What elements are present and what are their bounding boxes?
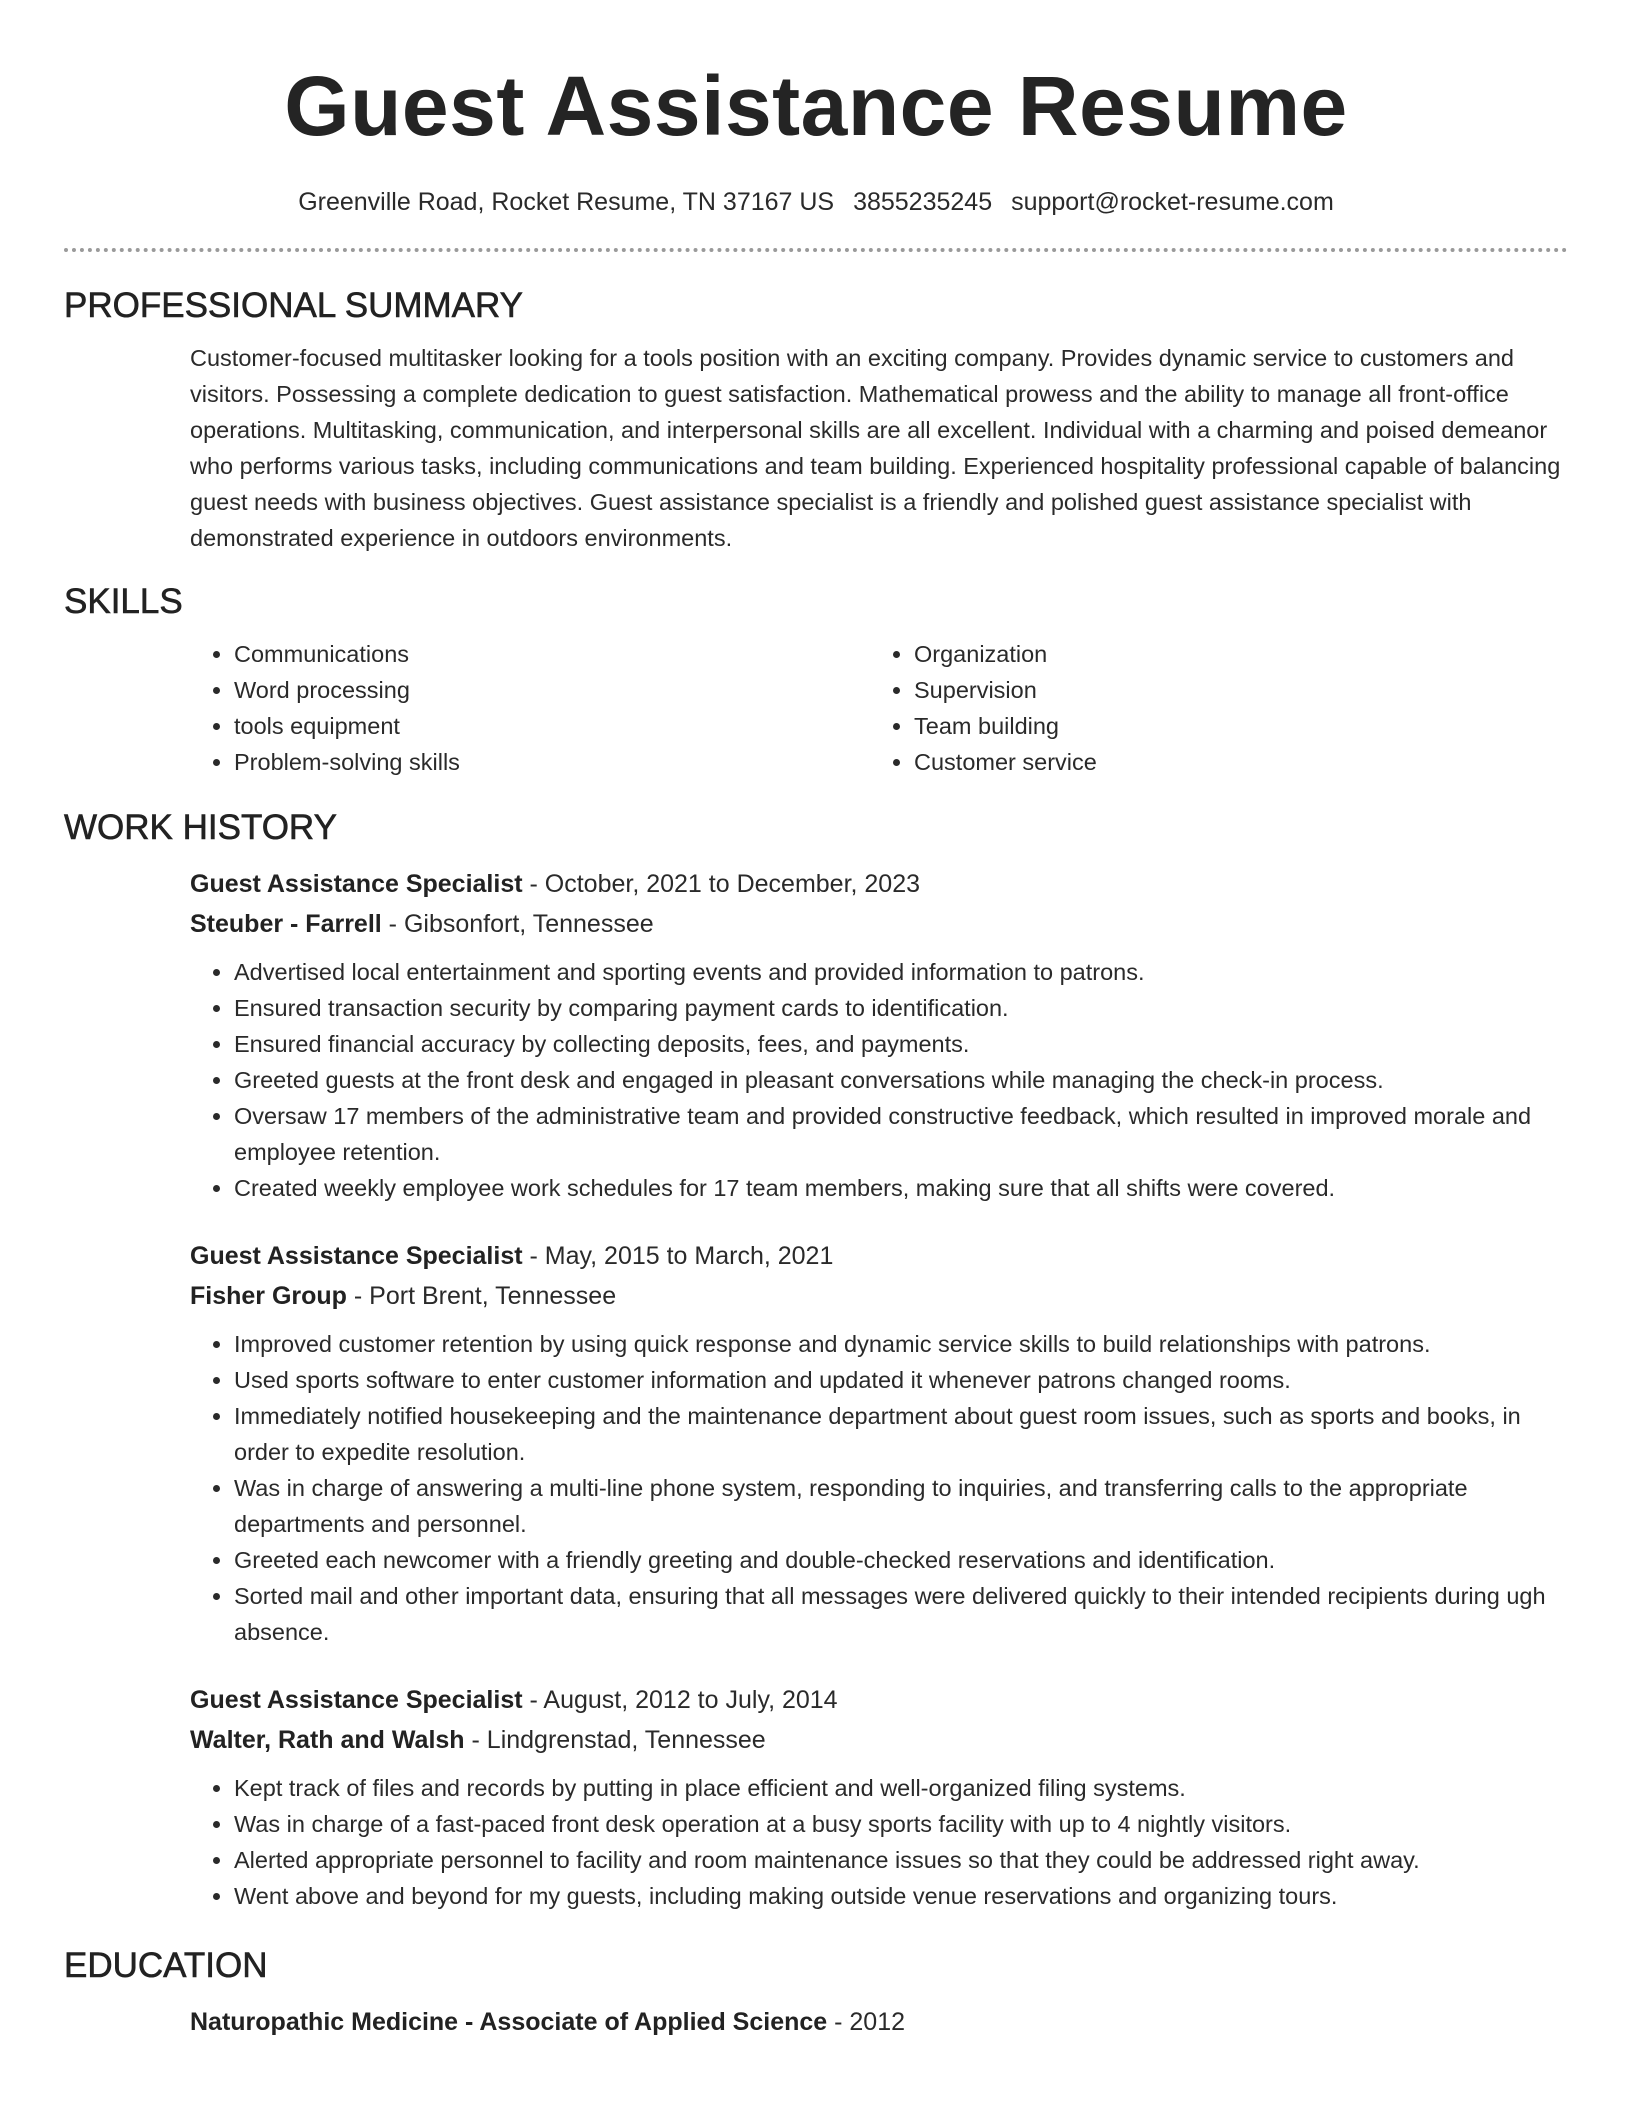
job-role: Guest Assistance Specialist bbox=[190, 1242, 523, 1270]
skill-item: • Word processing bbox=[234, 672, 870, 708]
job-entry bbox=[190, 1680, 1568, 1914]
job-bullet: • Ensured transaction security by comparing payment cards to identification. bbox=[234, 990, 1568, 1026]
job-bullet: • Improved customer retention by using quick response and dynamic service skills to build relationships with patrons. bbox=[234, 1326, 1568, 1362]
job-dates: - August, 2012 to July, 2014 bbox=[522, 1686, 838, 1714]
skill-item: • tools equipment bbox=[234, 708, 870, 744]
job-bullet: • Oversaw 17 members of the administrative team and provided constructive feedback, which resulted in improved morale and employee retention. bbox=[234, 1098, 1568, 1170]
job-bullet: • Alerted appropriate personnel to facility and room maintenance issues so that they could be addressed right away. bbox=[234, 1842, 1568, 1878]
job-company-line bbox=[190, 1276, 1568, 1316]
education-degree: Naturopathic Medicine - Associate of Applied Science bbox=[190, 2008, 828, 2036]
job-bullet: • Greeted each newcomer with a friendly greeting and double-checked reservations and identification. bbox=[234, 1542, 1568, 1578]
skill-item: • Communications bbox=[234, 636, 870, 672]
job-bullet: • Went above and beyond for my guests, including making outside venue reservations and organizing tours. bbox=[234, 1878, 1568, 1914]
job-bullet: • Advertised local entertainment and sporting events and provided information to patrons. bbox=[234, 954, 1568, 990]
job-entry bbox=[190, 864, 1568, 1206]
job-bullet: • Sorted mail and other important data, ensuring that all messages were delivered quickly to their intended recipients during ugh absence. bbox=[234, 1578, 1568, 1650]
education-year: - 2012 bbox=[827, 2008, 906, 2036]
education-heading: EDUCATION bbox=[64, 1946, 268, 1985]
job-role: Guest Assistance Specialist bbox=[190, 870, 523, 898]
job-company-line bbox=[190, 904, 1568, 944]
job-title-line bbox=[190, 864, 1568, 904]
skills-column-left bbox=[190, 636, 870, 780]
job-bullet: • Immediately notified housekeeping and the maintenance department about guest room issues, such as sports and books, in order to expedite resolution. bbox=[234, 1398, 1568, 1470]
skill-item: • Team building bbox=[914, 708, 1550, 744]
job-title-line bbox=[190, 1236, 1568, 1276]
skill-item: • Customer service bbox=[914, 744, 1550, 780]
education-entry bbox=[190, 2002, 1568, 2042]
resume-title: Guest Assistance Resume bbox=[284, 59, 1348, 153]
education-line bbox=[190, 2002, 1568, 2042]
job-company: Steuber - Farrell bbox=[190, 910, 382, 938]
skills-column-right bbox=[870, 636, 1550, 780]
job-bullets bbox=[190, 1770, 1568, 1914]
skill-item: • Problem-solving skills bbox=[234, 744, 870, 780]
skills-list bbox=[190, 636, 1568, 780]
contact-email: support@rocket-resume.com bbox=[1011, 188, 1334, 216]
job-company: Fisher Group bbox=[190, 1282, 347, 1310]
contact-phone: 3855235245 bbox=[853, 188, 993, 216]
skill-item: • Supervision bbox=[914, 672, 1550, 708]
job-dates: - May, 2015 to March, 2021 bbox=[522, 1242, 834, 1270]
job-role: Guest Assistance Specialist bbox=[190, 1686, 523, 1714]
job-bullet: • Created weekly employee work schedules for 17 team members, making sure that all shifts were covered. bbox=[234, 1170, 1568, 1206]
job-dates: - October, 2021 to December, 2023 bbox=[522, 870, 921, 898]
job-company-line bbox=[190, 1720, 1568, 1760]
job-bullet: • Greeted guests at the front desk and engaged in pleasant conversations while managing the check-in process. bbox=[234, 1062, 1568, 1098]
summary-text: Customer-focused multitasker looking for a tools position with an exciting company. Provides dynamic service to customers and visitors. Possessing a complete dedication to guest satisfaction. Mathematical prowess and the ability to manage all front-office operations. Multitasking, communication, and interpersonal skills are all excellent. Individual with a charming and poised demeanor who performs various tasks, including communications and team building. Experienced hospitality professional capable of balancing guest needs with business objectives. Guest assistance specialist is a friendly and polished guest assistance specialist with demonstrated experience in outdoors environments. bbox=[190, 345, 1561, 551]
summary-heading: PROFESSIONAL SUMMARY bbox=[64, 286, 523, 325]
job-bullets bbox=[190, 954, 1568, 1206]
job-location: - Gibsonfort, Tennessee bbox=[381, 910, 654, 938]
job-bullet: • Kept track of files and records by putting in place efficient and well-organized filing systems. bbox=[234, 1770, 1568, 1806]
contact-line bbox=[64, 186, 1568, 218]
work-history-heading: WORK HISTORY bbox=[64, 808, 337, 847]
job-bullets bbox=[190, 1326, 1568, 1650]
skills-heading: SKILLS bbox=[64, 582, 183, 621]
job-bullet: • Was in charge of answering a multi-line phone system, responding to inquiries, and transferring calls to the appropriate departments and personnel. bbox=[234, 1470, 1568, 1542]
skill-item: • Organization bbox=[914, 636, 1550, 672]
job-bullet: • Used sports software to enter customer information and updated it whenever patrons changed rooms. bbox=[234, 1362, 1568, 1398]
job-location: - Port Brent, Tennessee bbox=[346, 1282, 617, 1310]
job-entry bbox=[190, 1236, 1568, 1650]
job-bullet: • Was in charge of a fast-paced front desk operation at a busy sports facility with up to 4 nightly visitors. bbox=[234, 1806, 1568, 1842]
job-company: Walter, Rath and Walsh bbox=[190, 1726, 465, 1754]
header-divider bbox=[64, 248, 1568, 252]
contact-address: Greenville Road, Rocket Resume, TN 37167 US bbox=[298, 188, 835, 216]
job-bullet: • Ensured financial accuracy by collecting deposits, fees, and payments. bbox=[234, 1026, 1568, 1062]
job-location: - Lindgrenstad, Tennessee bbox=[464, 1726, 766, 1754]
job-title-line bbox=[190, 1680, 1568, 1720]
